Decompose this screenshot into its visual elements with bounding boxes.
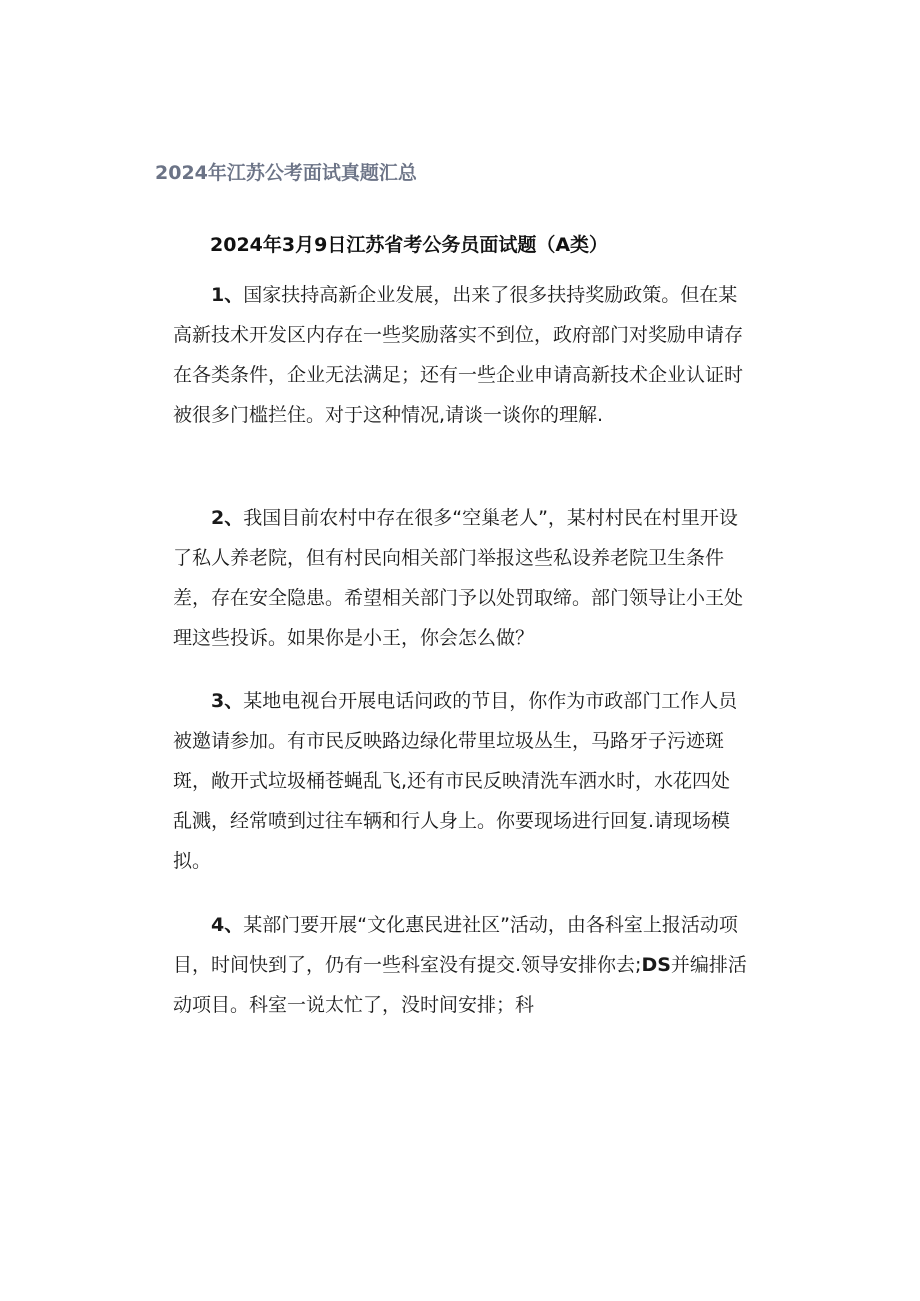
question-text: 国家扶持高新企业发展，出来了很多扶持奖励政策。但在某高新技术开发区内存在一些奖励落实不到位，政府部门对奖励申请存在各类条件，企业无法满足；还有一些企业申请高新技术企业认证时被很多门槛拦住。对于这种情况,请谈一谈你的理解. <box>173 284 744 426</box>
question-text-bold: DS <box>641 954 671 976</box>
question-paragraph <box>173 275 748 435</box>
section-title: 2024年3月9日江苏省考公务员面试题（A类） <box>210 234 609 256</box>
question-number: 3、 <box>211 690 244 712</box>
question-paragraph <box>173 681 748 881</box>
question-number: 1、 <box>211 284 244 306</box>
question-paragraph <box>173 905 748 1025</box>
question-text: 某地电视台开展电话问政的节目，你作为市政部门工作人员被邀请参加。有市民反映路边绿化带里垃圾丛生，马路牙子污迹斑斑，敞开式垃圾桶苍蝇乱飞,还有市民反映清洗车洒水时，水花四处乱溅，经常喷到过往车辆和行人身上。你要现场进行回复.请现场模拟。 <box>173 690 738 872</box>
question-text: 我国目前农村中存在很多“空巢老人”，某村村民在村里开设了私人养老院，但有村民向相关部门举报这些私设养老院卫生条件差，存在安全隐患。希望相关部门予以处罚取缔。部门领导让小王处理这些投诉。如果你是小王，你会怎么做？ <box>173 507 744 649</box>
question-text: 某部门要开展“文化惠民进社区”活动，由各科室上报活动项目，时间快到了，仍有一些科室没有提交.领导安排你去; <box>173 914 738 976</box>
question-text: 并编排活动项目。科室一说太忙了，没时间安排；科 <box>173 954 747 1016</box>
document-title: 2024年江苏公考面试真题汇总 <box>155 162 417 184</box>
question-number: 2、 <box>211 507 244 529</box>
question-paragraph <box>173 498 748 658</box>
question-number: 4、 <box>211 914 244 936</box>
